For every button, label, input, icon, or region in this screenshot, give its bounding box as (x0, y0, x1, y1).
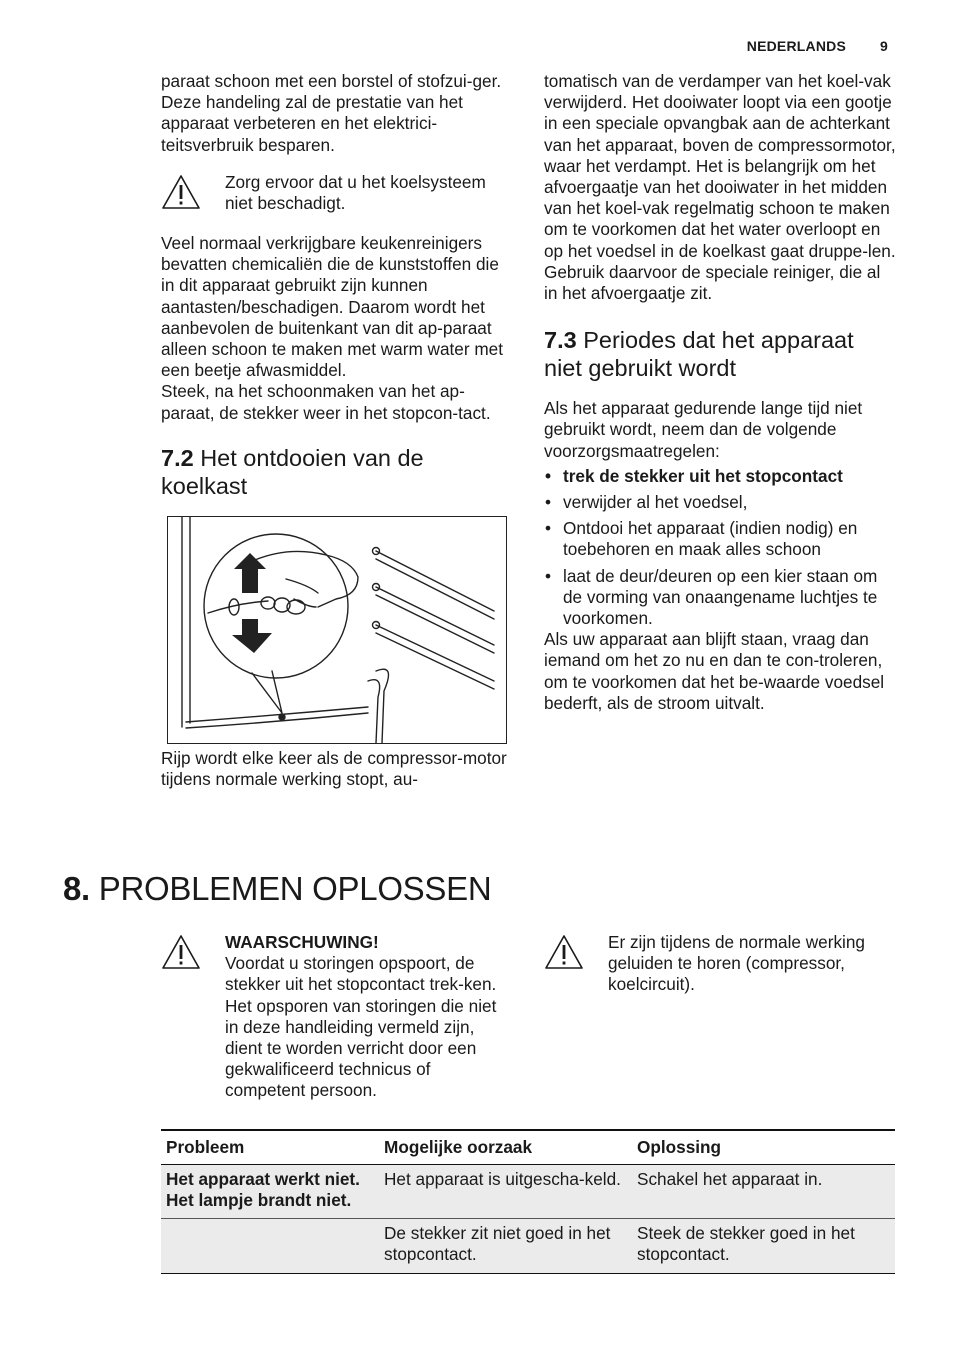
list-item: • Ontdooi het apparaat (indien nodig) en toebehoren en maak alles schoon (544, 518, 896, 560)
safety-warning (161, 932, 507, 1102)
left-paragraph-4: Rijp wordt elke keer als de compressor-motor tijdens normale werking stopt, au- (161, 747, 507, 790)
list-item: • verwijder al het voedsel, (544, 492, 896, 513)
warning-text: Zorg ervoor dat u het koelsysteem niet beschadigt. (225, 171, 486, 214)
solution-cell: Schakel het apparaat in. (632, 1165, 895, 1218)
warning-paragraph-1: Voordat u storingen opspoort, de stekker uit het stopcontact trek-ken. (225, 953, 497, 995)
table-header-row (161, 1130, 895, 1165)
section-title: Periodes dat het apparaat niet gebruikt wordt (544, 327, 854, 382)
section-title: Het ontdooien van de koelkast (161, 444, 424, 499)
chapter-title (63, 870, 491, 908)
table-row (161, 1218, 895, 1273)
list-item: • trek de stekker uit het stopcontact (544, 466, 896, 487)
section-heading-7-3 (544, 326, 896, 382)
warning-triangle-icon (544, 932, 608, 996)
header-language: NEDERLANDS (746, 38, 846, 54)
cause-cell: Het apparaat is uitgescha-keld. (379, 1165, 632, 1218)
section-number: 7.2 (161, 444, 194, 471)
noise-note (544, 932, 894, 996)
left-paragraph-1: paraat schoon met een borstel of stofzui-ger. Deze handeling zal de prestatie van het apparaat verbeteren en het elektrici-teitsverbruik besparen. (161, 71, 502, 155)
warning-title: WAARSCHUWING! (225, 932, 379, 952)
noise-note-text: Er zijn tijdens de normale werking geluiden te horen (compressor, koelcircuit). (608, 932, 865, 995)
section-heading-7-2 (161, 444, 513, 500)
defrost-illustration (167, 516, 507, 744)
warning-triangle-icon (161, 932, 225, 1102)
page-header (747, 38, 888, 54)
right-paragraph-2: Als het apparaat gedurende lange tijd niet gebruikt wordt, neem dan de volgende voorzorgsmaatregelen: (544, 398, 863, 461)
chapter-title-text: PROBLEMEN OPLOSSEN (98, 870, 492, 907)
safety-warning-text (225, 932, 507, 1102)
left-paragraph-2: Veel normaal verkrijgbare keukenreinigers bevatten chemicaliën die de kunststoffen die in dit apparaat gebruikt zijn kunnen aantasten/beschadigen. Daarom wordt het aanbevolen de buitenkant van dit ap-paraat alleen schoon te maken met warm water met een beetje afwasmiddel. (161, 233, 503, 381)
column-header-solution: Oplossing (632, 1130, 895, 1165)
precaution-list (544, 466, 896, 629)
list-item: • laat de deur/deuren op een kier staan om de vorming van onaangename luchtjes te voorkomen. (544, 566, 896, 630)
left-paragraph-3: Steek, na het schoonmaken van het ap-paraat, de stekker weer in het stopcon-tact. (161, 381, 491, 423)
cause-cell: De stekker zit niet goed in het stopcontact. (379, 1218, 632, 1273)
right-paragraph-3: Als uw apparaat aan blijft staan, vraag dan iemand om het zo nu en dan te con-troleren, om te voorkomen dat het be-waarde voedsel bederft, als de stroom uitvalt. (544, 629, 885, 713)
warning-note (161, 172, 513, 215)
warning-triangle-icon (161, 172, 225, 215)
warning-paragraph-2: Het opsporen van storingen die niet in deze handleiding vermeld zijn, dient te worden verricht door een gekwalificeerd technicus of competent persoon. (225, 995, 497, 1101)
right-paragraph-1: tomatisch van de verdamper van het koel-vak verwijderd. Het dooiwater loopt via een gootje in een speciale opvangbak aan de achterkant van het apparaat, boven de compressormotor, waar het verdampt. Het is belangrijk om het afvoergaatje van het dooiwater in het midden van het koel-vak regelmatig schoon te maken om te voorkomen dat het water overloopt en op het voedsel in de koelkast gaat druppe-len. Gebruik daarvoor de speciale reiniger, die al in het afvoergaatje zit. (544, 71, 896, 304)
column-header-cause: Mogelijke oorzaak (379, 1130, 632, 1165)
left-column (161, 71, 513, 806)
defrost-drawing (168, 517, 506, 743)
troubleshooting-table (161, 1129, 895, 1274)
problem-cell: Het apparaat werkt niet. Het lampje brandt niet. (161, 1165, 379, 1218)
column-header-problem: Probleem (161, 1130, 379, 1165)
problem-cell (161, 1218, 379, 1273)
right-column (544, 71, 896, 730)
table-row (161, 1165, 895, 1218)
chapter-number: 8. (63, 870, 90, 907)
solution-cell: Steek de stekker goed in het stopcontact. (632, 1218, 895, 1273)
page-number: 9 (880, 38, 888, 54)
section-number: 7.3 (544, 327, 577, 354)
